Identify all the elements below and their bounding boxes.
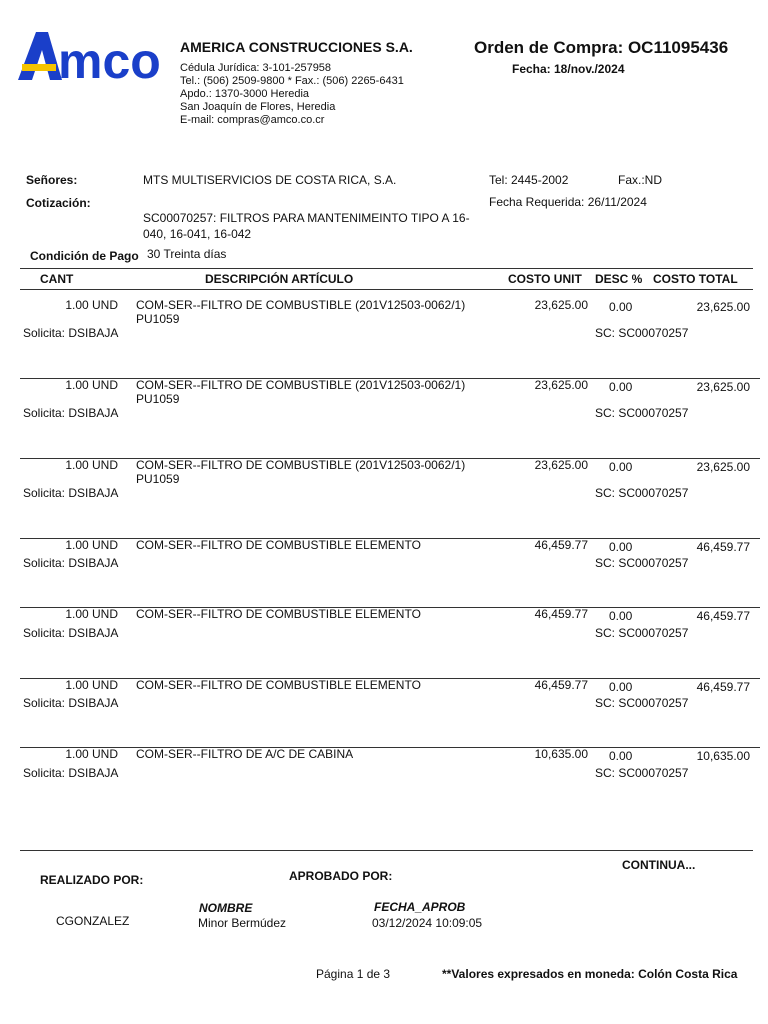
item-discount: 0.00 [609, 749, 633, 763]
logo-a-bar [22, 64, 56, 71]
item-sc: SC: SC00070257 [595, 696, 689, 710]
item-unit-cost: 46,459.77 [534, 678, 588, 692]
aprobado-label: APROBADO POR: [289, 869, 393, 883]
condicion-value: 30 Treinta días [147, 247, 227, 261]
table-row [0, 298, 768, 368]
logo-text: mco [58, 33, 161, 82]
item-total: 23,625.00 [696, 380, 750, 394]
order-date: Fecha: 18/nov./2024 [512, 62, 625, 76]
item-sc: SC: SC00070257 [595, 326, 689, 340]
company-apdo: Apdo.: 1370-3000 Heredia [180, 88, 310, 100]
item-desc: COM-SER--FILTRO DE COMBUSTIBLE ELEMENTO [136, 678, 421, 692]
item-discount: 0.00 [609, 460, 633, 474]
cotizacion-label: Cotización: [26, 196, 91, 210]
company-email[interactable]: E-mail: compras@amco.co.cr [180, 114, 325, 126]
item-desc: COM-SER--FILTRO DE A/C DE CABINA [136, 747, 354, 761]
item-requester: Solicita: DSIBAJA [23, 556, 119, 570]
item-qty: 1.00 UND [65, 678, 118, 692]
item-total: 46,459.77 [696, 680, 750, 694]
page-number: Página 1 de 3 [316, 967, 391, 981]
senores-label: Señores: [26, 173, 78, 187]
nombre-label: NOMBRE [199, 901, 253, 915]
company-phone: Tel.: (506) 2509-9800 * Fax.: (506) 2265-6431 [180, 75, 404, 87]
item-unit-cost: 46,459.77 [534, 538, 588, 552]
item-requester: Solicita: DSIBAJA [23, 626, 119, 640]
item-qty: 1.00 UND [65, 298, 118, 312]
item-qty: 1.00 UND [65, 538, 118, 552]
item-qty: 1.00 UND [65, 458, 118, 472]
condicion-label: Condición de Pago [30, 249, 139, 263]
item-discount: 0.00 [609, 300, 633, 314]
item-unit-cost: 23,625.00 [534, 378, 588, 392]
item-discount: 0.00 [609, 380, 633, 394]
realizado-label: REALIZADO POR: [40, 873, 144, 887]
vendor-fax: Fax.:ND [618, 173, 663, 187]
item-desc: COM-SER--FILTRO DE COMBUSTIBLE ELEMENTO [136, 607, 421, 621]
header-rule-bottom [20, 289, 753, 290]
order-title: Orden de Compra: OC11095436 [474, 38, 729, 57]
item-total: 23,625.00 [696, 300, 750, 314]
item-sc: SC: SC00070257 [595, 766, 689, 780]
table-row [0, 747, 768, 817]
footer-rule [20, 850, 753, 851]
item-requester: Solicita: DSIBAJA [23, 766, 119, 780]
item-discount: 0.00 [609, 680, 633, 694]
item-total: 46,459.77 [696, 540, 750, 554]
table-row [0, 378, 768, 448]
item-requester: Solicita: DSIBAJA [23, 696, 119, 710]
realizado-value: CGONZALEZ [56, 914, 130, 928]
fecha-aprob-label: FECHA_APROB [374, 900, 466, 914]
item-total: 23,625.00 [696, 460, 750, 474]
item-sc: SC: SC00070257 [595, 486, 689, 500]
table-row [0, 458, 768, 528]
currency-note: **Valores expresados en moneda: Colón Costa Rica [442, 967, 738, 981]
item-sc: SC: SC00070257 [595, 626, 689, 640]
logo-a-mark [18, 32, 62, 80]
col-costo-unit: COSTO UNIT [508, 272, 582, 286]
item-desc: COM-SER--FILTRO DE COMBUSTIBLE (201V12503-0062/1) PU1059 [136, 378, 466, 406]
item-unit-cost: 23,625.00 [534, 458, 588, 472]
item-qty: 1.00 UND [65, 607, 118, 621]
item-desc: COM-SER--FILTRO DE COMBUSTIBLE ELEMENTO [136, 538, 421, 552]
col-desc: DESC % [595, 272, 643, 286]
continua-label: CONTINUA... [622, 858, 696, 872]
item-qty: 1.00 UND [65, 378, 118, 392]
col-cant: CANT [40, 272, 74, 286]
col-costo-total: COSTO TOTAL [653, 272, 738, 286]
item-total: 46,459.77 [696, 609, 750, 623]
item-requester: Solicita: DSIBAJA [23, 326, 119, 340]
item-sc: SC: SC00070257 [595, 556, 689, 570]
item-requester: Solicita: DSIBAJA [23, 486, 119, 500]
nombre-value: Minor Bermúdez [198, 916, 287, 930]
item-discount: 0.00 [609, 540, 633, 554]
item-unit-cost: 46,459.77 [534, 607, 588, 621]
fecha-requerida: Fecha Requerida: 26/11/2024 [489, 195, 647, 209]
fecha-aprob-value: 03/12/2024 10:09:05 [372, 916, 483, 930]
company-address: San Joaquín de Flores, Heredia [180, 101, 336, 113]
item-total: 10,635.00 [696, 749, 750, 763]
item-discount: 0.00 [609, 609, 633, 623]
table-row [0, 678, 768, 748]
col-descripcion: DESCRIPCIÓN ARTÍCULO [205, 272, 354, 286]
item-unit-cost: 10,635.00 [534, 747, 588, 761]
item-requester: Solicita: DSIBAJA [23, 406, 119, 420]
cotizacion-value: SC00070257: FILTROS PARA MANTENIMEINTO TIPO A 16-040, 16-041, 16-042 [143, 211, 470, 241]
table-row [0, 607, 768, 677]
company-name: AMERICA CONSTRUCCIONES S.A. [180, 39, 413, 55]
vendor-tel: Tel: 2445-2002 [489, 173, 569, 187]
table-row [0, 538, 768, 608]
header-rule-top [20, 268, 753, 269]
item-unit-cost: 23,625.00 [534, 298, 588, 312]
vendor-name: MTS MULTISERVICIOS DE COSTA RICA, S.A. [143, 173, 397, 187]
amco-logo [18, 30, 166, 82]
item-sc: SC: SC00070257 [595, 406, 689, 420]
item-desc: COM-SER--FILTRO DE COMBUSTIBLE (201V12503-0062/1) PU1059 [136, 298, 466, 326]
item-desc: COM-SER--FILTRO DE COMBUSTIBLE (201V12503-0062/1) PU1059 [136, 458, 466, 486]
company-cedula: Cédula Jurídica: 3-101-257958 [180, 62, 332, 74]
item-qty: 1.00 UND [65, 747, 118, 761]
